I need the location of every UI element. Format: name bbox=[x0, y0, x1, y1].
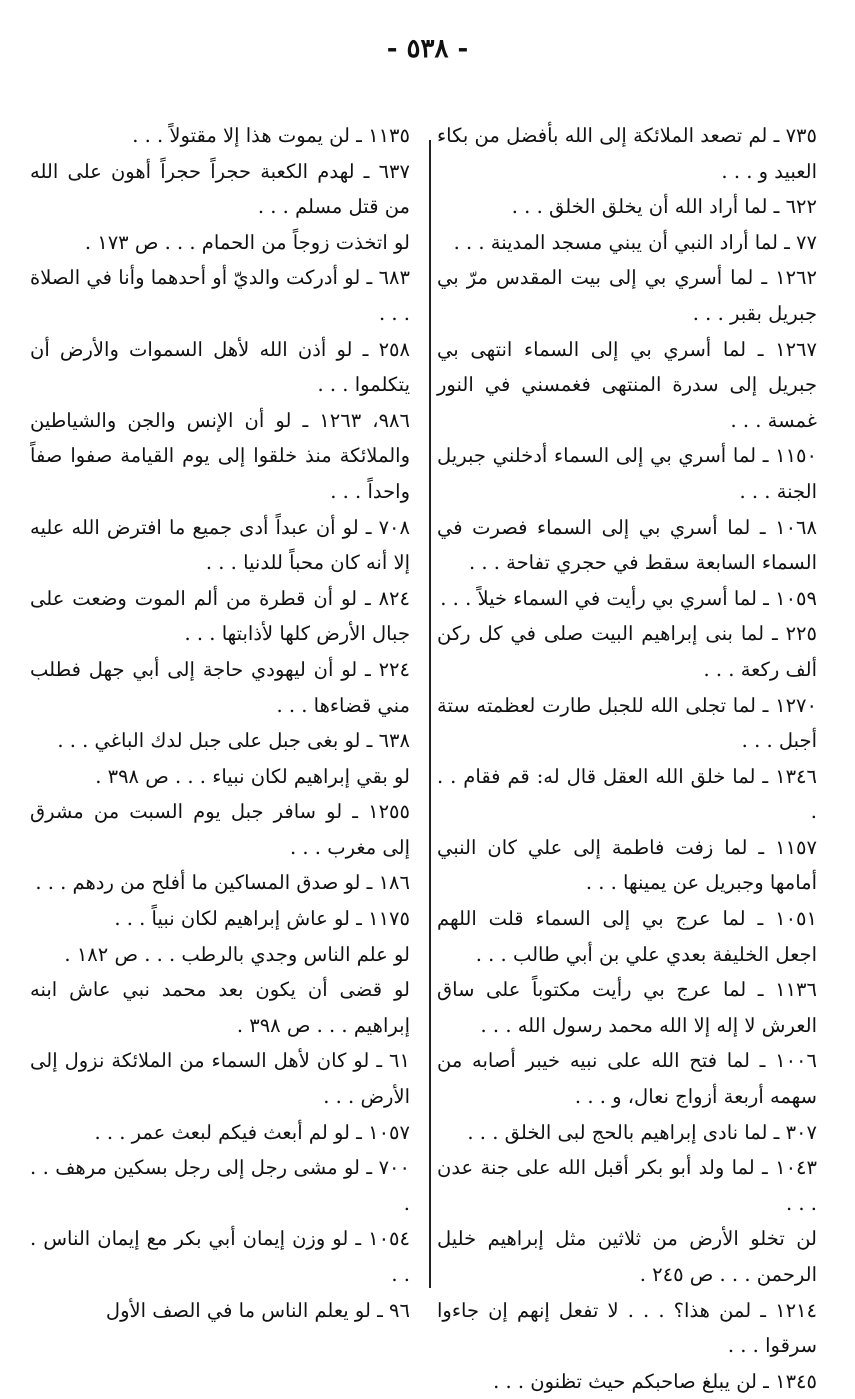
index-column-left bbox=[30, 118, 410, 1328]
index-entry: ١١٣٦ ـ لما عرج بي رأيت مكتوباً على ساق العرش لا إله إلا الله محمد رسول الله . . . bbox=[437, 978, 817, 1037]
index-entry: ١٠٤٣ ـ لما ولد أبو بكر أقبل الله على جنة عدن . . . bbox=[437, 1156, 817, 1215]
index-entry: ١٠٥١ ـ لما عرج بي إلى السماء قلت اللهم اجعل الخليفة بعدي علي بن أبي طالب . . . bbox=[437, 907, 817, 966]
index-entry: ١٢١٤ ـ لمن هذا؟ . . . لا تفعل إنهم إن جاءوا سرقوا . . . bbox=[437, 1298, 817, 1358]
index-column-right bbox=[437, 118, 817, 1399]
index-entry: ١٨٦ ـ لو صدق المساكين ما أفلح من ردهم . . . bbox=[35, 871, 410, 895]
index-entry: ١٠٦٨ ـ لما أسري بي إلى السماء فصرت في السماء السابعة سقط في حجري تفاحة . . . bbox=[437, 515, 817, 575]
index-entry: ١٠٥٤ ـ لو وزن إيمان أبي بكر مع إيمان الناس . . . bbox=[30, 1227, 410, 1286]
index-entry: لو بقي إبراهيم لكان نبياء . . . ص ٣٩٨ . bbox=[95, 764, 410, 788]
index-entry: لو علم الناس وجدي بالرطب . . . ص ١٨٢ . bbox=[64, 942, 410, 966]
column-divider bbox=[429, 140, 431, 1288]
index-entry: ٩٨٦، ١٢٦٣ ـ لو أن الإنس والجن والشياطين والملائكة منذ خلقوا إلى يوم القيامة صفوا صفاً واحداً . . . bbox=[30, 408, 410, 503]
page-number: - ٥٣٨ - bbox=[386, 34, 469, 64]
index-entry: ١١٧٥ ـ لو عاش إبراهيم لكان نبياً . . . bbox=[114, 907, 410, 931]
index-entry: ١٠٥٧ ـ لو لم أبعث فيكم لبعث عمر . . . bbox=[94, 1120, 410, 1144]
index-entry: ١٢٦٢ ـ لما أسري بي إلى بيت المقدس مرّ بي جبريل بقبر . . . bbox=[437, 266, 817, 325]
index-entry: ٧٧ ـ لما أراد النبي أن يبني مسجد المدينة . . . bbox=[453, 230, 817, 254]
index-entry: ٦٨٣ ـ لو أدركت والديّ أو أحدهما وأنا في الصلاة . . . bbox=[30, 266, 410, 325]
index-entry: ٢٢٥ ـ لما بنى إبراهيم البيت صلى في كل ركن ألف ركعة . . . bbox=[437, 622, 817, 681]
index-entry: لن تخلو الأرض من ثلاثين مثل إبراهيم خليل الرحمن . . . ص ٢٤٥ . bbox=[437, 1227, 817, 1286]
index-entry: ١١٥٧ ـ لما زفت فاطمة إلى علي كان النبي أمامها وجبريل عن يمينها . . . bbox=[437, 835, 817, 895]
index-entry: ٧٠٠ ـ لو مشى رجل إلى رجل بسكين مرهف . . . bbox=[30, 1156, 410, 1215]
index-entry: ٦٣٨ ـ لو بغى جبل على جبل لدك الباغي . . . bbox=[57, 729, 410, 753]
index-entry: ١٠٥٩ ـ لما أسري بي رأيت في السماء خيلاً . . . bbox=[440, 586, 817, 610]
index-entry: ٦١ ـ لو كان لأهل السماء من الملائكة نزول إلى الأرض . . . bbox=[30, 1049, 410, 1109]
index-entry: ٨٢٤ ـ لو أن قطرة من ألم الموت وضعت على جبال الأرض كلها لأذابتها . . . bbox=[30, 586, 410, 646]
index-entry: ٦٢٢ ـ لما أراد الله أن يخلق الخلق . . . bbox=[511, 195, 817, 219]
index-entry: ١٣٤٦ ـ لما خلق الله العقل قال له: قم فقام . . . bbox=[437, 764, 817, 824]
index-entry: ٧٠٨ ـ لو أن عبداً أدى جميع ما افترض الله عليه إلا أنه كان محباً للدنيا . . . bbox=[30, 515, 410, 575]
index-entry: ٣٠٧ ـ لما نادى إبراهيم بالحج لبى الخلق . . . bbox=[467, 1120, 817, 1144]
index-entry: ١١٣٥ ـ لن يموت هذا إلا مقتولاً . . . bbox=[132, 124, 410, 147]
index-entry: لو اتخذت زوجاً من الحمام . . . ص ١٧٣ . bbox=[84, 230, 410, 254]
index-entry: ١٢٥٥ ـ لو سافر جبل يوم السبت من مشرق إلى مغرب . . . bbox=[30, 800, 410, 859]
index-entry: ١١٥٠ ـ لما أسري بي إلى السماء أدخلني جبريل الجنة . . . bbox=[437, 444, 817, 503]
index-entry: ١٠٠٦ ـ لما فتح الله على نبيه خيبر أصابه من سهمه أربعة أزواج نعال، و . . . bbox=[437, 1049, 817, 1109]
index-entry: ٢٢٤ ـ لو أن ليهودي حاجة إلى أبي جهل فطلب مني قضاءها . . . bbox=[30, 657, 410, 717]
index-entry: ٩٦ ـ لو يعلم الناس ما في الصف الأول bbox=[105, 1298, 410, 1322]
index-entry: ١٢٧٠ ـ لما تجلى الله للجبل طارت لعظمته ستة أجبل . . . bbox=[437, 693, 817, 753]
index-entry: ٢٥٨ ـ لو أذن الله لأهل السموات والأرض أن يتكلموا . . . bbox=[30, 337, 410, 397]
index-entry: لو قضى أن يكون بعد محمد نبي عاش ابنه إبراهيم . . . ص ٣٩٨ . bbox=[30, 978, 410, 1037]
index-entry: ١٢٦٧ ـ لما أسري بي إلى السماء انتهى بي جبريل إلى سدرة المنتهى فغمسني في النور غمسة . . . bbox=[437, 337, 817, 432]
index-entry: ١٣٤٥ ـ لن يبلغ صاحبكم حيث تظنون . . . bbox=[493, 1369, 817, 1393]
index-entry: ٧٣٥ ـ لم تصعد الملائكة إلى الله بأفضل من بكاء العبيد و . . . bbox=[437, 124, 817, 183]
index-entry: ٦٣٧ ـ لهدم الكعبة حجراً حجراً أهون على الله من قتل مسلم . . . bbox=[30, 159, 410, 219]
